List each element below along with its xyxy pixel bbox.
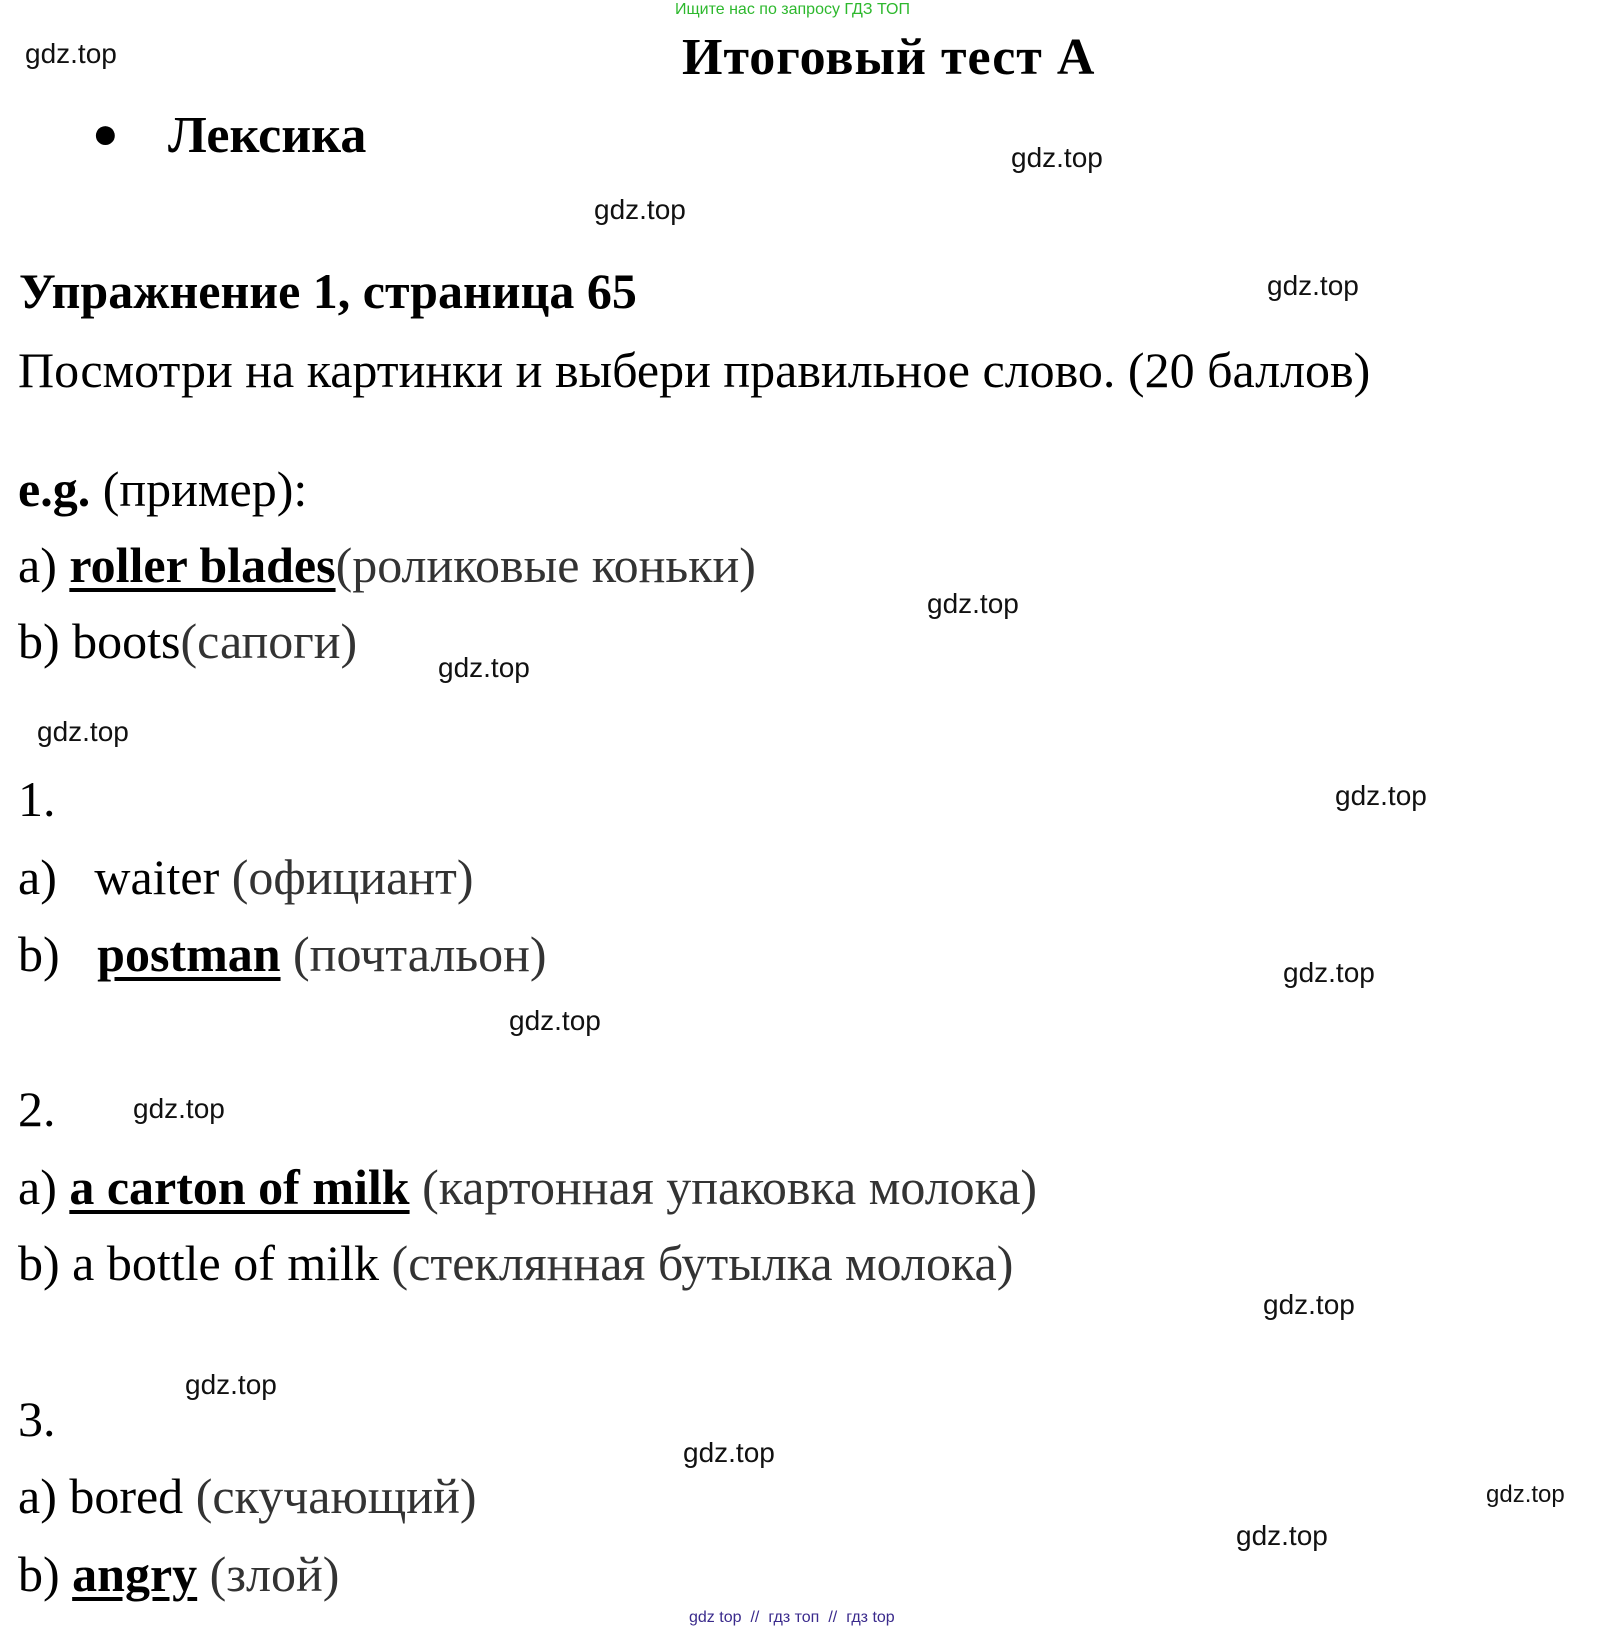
bullet-icon: ●	[92, 109, 119, 158]
option-prefix: a)	[18, 849, 95, 905]
option-word: boots	[72, 613, 181, 669]
watermark-text: gdz.top	[509, 1005, 601, 1036]
watermark-text: gdz.top	[1267, 270, 1359, 301]
section-title: Лексика	[168, 107, 367, 164]
watermark-text: gdz.top	[594, 194, 686, 225]
item-1-option-b	[18, 925, 547, 983]
watermark-text: gdz.top	[438, 652, 530, 683]
item-number: 1.	[18, 771, 56, 827]
option-translation: (картонная упаковка молока)	[409, 1159, 1038, 1215]
page-title: Итоговый тест А	[682, 29, 1096, 86]
footer-part: gdz top	[689, 1609, 742, 1626]
option-word-correct: postman	[97, 926, 281, 982]
item-number: 3.	[18, 1391, 56, 1447]
watermark-text: gdz.top	[185, 1369, 277, 1400]
option-prefix: b)	[18, 613, 73, 669]
watermark-text: gdz.top	[1011, 142, 1103, 173]
option-word: a bottle of milk	[72, 1235, 380, 1291]
watermark-text: gdz.top	[37, 716, 129, 747]
item-3-option-b	[18, 1545, 339, 1603]
item-1-option-a	[18, 848, 474, 906]
watermark-text: gdz.top	[25, 38, 117, 69]
item-number: 2.	[18, 1081, 56, 1137]
option-word: bored	[69, 1468, 184, 1524]
watermark-text: gdz.top	[1283, 957, 1375, 988]
top-banner: Ищите нас по запросу ГДЗ ТОП	[675, 1, 910, 18]
example-option-a	[18, 536, 756, 594]
footer-part: гдз top	[846, 1609, 895, 1626]
watermark-text: gdz.top	[133, 1093, 225, 1124]
option-translation: (сапоги)	[180, 613, 358, 669]
option-prefix: b)	[18, 926, 98, 982]
watermark-text: gdz.top	[1486, 1481, 1565, 1508]
option-translation: (стеклянная бутылка молока)	[379, 1235, 1014, 1291]
option-translation: (почтальон)	[280, 926, 547, 982]
option-prefix: a)	[18, 1159, 70, 1215]
option-prefix: a)	[18, 1468, 70, 1524]
item-2-option-a	[18, 1158, 1037, 1216]
example-option-b	[18, 612, 357, 670]
watermark-text: gdz.top	[683, 1437, 775, 1468]
option-word-correct: a carton of milk	[69, 1159, 410, 1215]
option-translation: (злой)	[197, 1546, 340, 1602]
example-label	[18, 460, 307, 518]
watermark-text: gdz.top	[1236, 1520, 1328, 1551]
option-word-correct: angry	[72, 1546, 198, 1602]
footer	[689, 1609, 895, 1627]
watermark-text: gdz.top	[1263, 1289, 1355, 1320]
item-2-option-b	[18, 1234, 1013, 1292]
option-translation: (роликовые коньки)	[335, 537, 756, 593]
option-word: waiter	[94, 849, 220, 905]
footer-separator: //	[828, 1609, 838, 1626]
instruction: Посмотри на картинки и выбери правильное слово. (20 баллов)	[18, 342, 1371, 398]
watermark-text: gdz.top	[927, 588, 1019, 619]
item-3-option-a	[18, 1467, 476, 1525]
exercise-heading: Упражнение 1, страница 65	[19, 263, 637, 319]
watermark-text: gdz.top	[1335, 780, 1427, 811]
footer-part: гдз топ	[768, 1609, 820, 1626]
footer-separator: //	[750, 1609, 760, 1626]
option-translation: (официант)	[219, 849, 474, 905]
example-label-bold: e.g.	[18, 461, 91, 517]
option-translation: (скучающий)	[183, 1468, 477, 1524]
option-word-correct: roller blades	[69, 537, 336, 593]
option-prefix: a)	[18, 537, 70, 593]
option-prefix: b)	[18, 1235, 73, 1291]
example-label-note: (пример):	[90, 461, 308, 517]
option-prefix: b)	[18, 1546, 73, 1602]
